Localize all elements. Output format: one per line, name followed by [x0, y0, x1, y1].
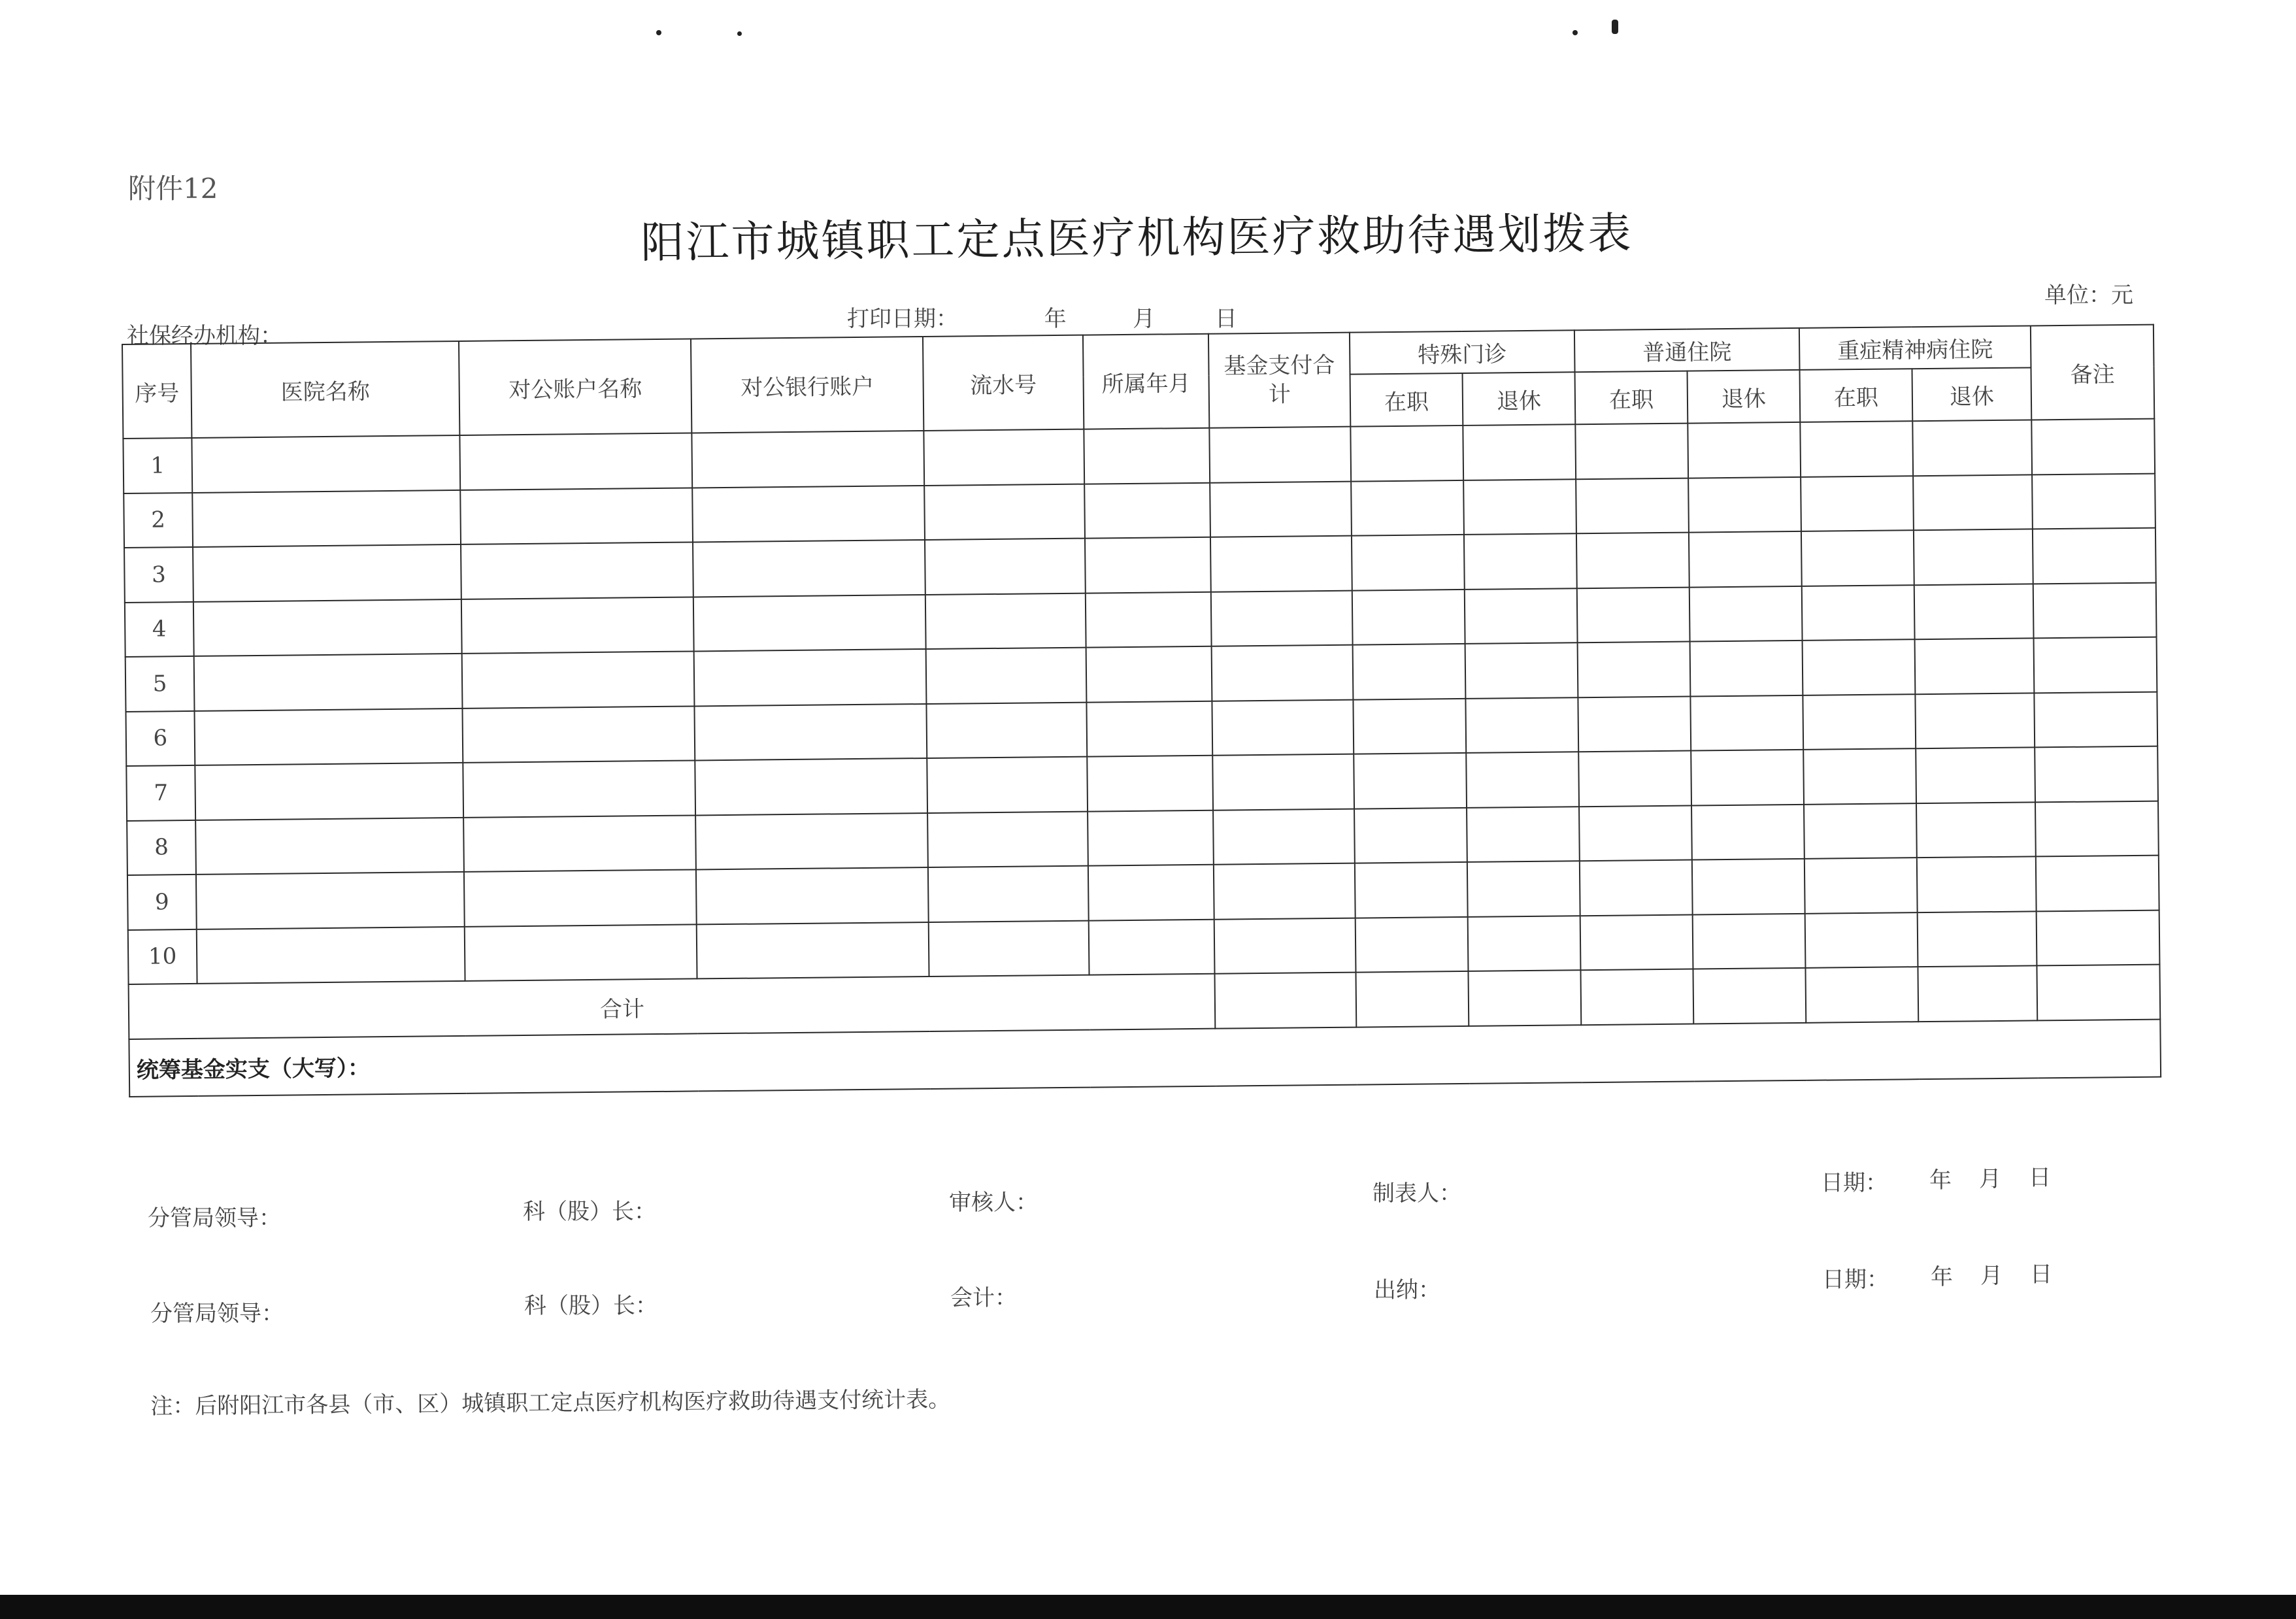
general-employed-cell[interactable]: [1580, 860, 1693, 916]
mental-retired-cell[interactable]: [1914, 529, 2033, 584]
hospital-name-cell[interactable]: [191, 435, 460, 493]
hospital-name-cell[interactable]: [195, 817, 464, 875]
general-retired-cell[interactable]: [1689, 586, 1803, 641]
special-employed-cell[interactable]: [1352, 589, 1465, 644]
total-general-retired-cell[interactable]: [1693, 968, 1806, 1024]
fund-total-cell[interactable]: [1212, 699, 1354, 756]
date-year-2: 年: [1931, 1264, 1953, 1290]
general-employed-cell[interactable]: [1578, 696, 1691, 752]
mental-retired-cell[interactable]: [1915, 693, 2035, 748]
total-special-retired-cell[interactable]: [1468, 970, 1581, 1026]
bank-account-cell[interactable]: [693, 540, 925, 597]
remarks-cell[interactable]: [2032, 473, 2155, 529]
row-number: 8: [127, 820, 196, 875]
section-chief-label-2: 科（股）长：: [524, 1293, 657, 1319]
bank-account-cell[interactable]: [695, 812, 928, 869]
scan-speck: [656, 30, 661, 35]
header-general-employed: 在职: [1575, 371, 1688, 425]
remarks-cell[interactable]: [2037, 910, 2160, 965]
bank-account-cell[interactable]: [697, 922, 929, 978]
special-employed-cell[interactable]: [1350, 426, 1463, 481]
account-name-cell[interactable]: [461, 542, 693, 599]
period-cell[interactable]: [1088, 865, 1214, 920]
general-employed-cell[interactable]: [1578, 751, 1691, 807]
special-retired-cell[interactable]: [1465, 697, 1578, 753]
print-date-day: 日: [1214, 306, 1237, 332]
period-cell[interactable]: [1085, 537, 1211, 593]
header-mental-employed: 在职: [1800, 369, 1913, 422]
mental-retired-cell[interactable]: [1913, 475, 2033, 530]
general-employed-cell[interactable]: [1580, 914, 1693, 970]
print-date-label: 打印日期：: [847, 306, 958, 332]
mental-retired-cell[interactable]: [1914, 584, 2034, 639]
agency-label: 社保经办机构：: [127, 323, 282, 349]
remarks-cell[interactable]: [2033, 582, 2157, 638]
date-day-1: 日: [2029, 1165, 2051, 1191]
special-retired-cell[interactable]: [1467, 807, 1580, 862]
bank-account-cell[interactable]: [694, 703, 927, 760]
remarks-cell[interactable]: [2034, 692, 2157, 747]
general-employed-cell[interactable]: [1577, 587, 1690, 643]
date-month-1: 月: [1979, 1166, 2001, 1192]
special-retired-cell[interactable]: [1465, 643, 1578, 698]
fund-total-cell[interactable]: [1214, 863, 1356, 920]
fund-total-cell[interactable]: [1212, 754, 1354, 810]
fund-total-cell[interactable]: [1212, 645, 1354, 701]
header-mental-inpatient: 重症精神病住院: [1799, 325, 2031, 369]
remarks-cell[interactable]: [2033, 528, 2156, 584]
general-employed-cell[interactable]: [1578, 642, 1691, 697]
hospital-name-cell[interactable]: [196, 872, 465, 929]
header-hospital-name: 医院名称: [191, 341, 459, 438]
scan-speck: [737, 31, 742, 36]
general-retired-cell[interactable]: [1688, 476, 1801, 532]
reviewer-label: 审核人：: [949, 1190, 1038, 1216]
account-name-cell[interactable]: [464, 869, 697, 926]
unit-label: 单位：元: [2044, 282, 2133, 309]
general-employed-cell[interactable]: [1575, 424, 1688, 479]
account-name-cell[interactable]: [462, 706, 695, 763]
leader-label-1: 分管局领导：: [148, 1205, 281, 1231]
accountant-label: 会计：: [950, 1285, 1017, 1311]
header-period: 所属年月: [1083, 334, 1209, 429]
bank-account-cell[interactable]: [694, 649, 927, 706]
header-account-name: 对公账户名称: [459, 339, 691, 435]
general-retired-cell[interactable]: [1691, 804, 1805, 860]
mental-employed-cell[interactable]: [1802, 585, 1915, 641]
period-cell[interactable]: [1084, 428, 1210, 484]
general-retired-cell[interactable]: [1690, 695, 1803, 750]
serial-number-cell[interactable]: [929, 920, 1090, 976]
header-general-inpatient: 普通住院: [1574, 328, 1800, 372]
special-employed-cell[interactable]: [1356, 916, 1469, 972]
special-employed-cell[interactable]: [1354, 807, 1467, 863]
row-number: 1: [123, 438, 192, 493]
mental-employed-cell[interactable]: [1803, 694, 1916, 750]
row-number: 5: [125, 656, 195, 712]
hospital-name-cell[interactable]: [193, 599, 462, 656]
special-employed-cell[interactable]: [1353, 644, 1466, 699]
row-number: 4: [125, 601, 194, 657]
fund-total-cell[interactable]: [1210, 536, 1352, 592]
fund-total-cell[interactable]: [1210, 481, 1352, 537]
total-label-cell: [129, 974, 1216, 1039]
hospital-name-cell[interactable]: [192, 490, 461, 547]
special-retired-cell[interactable]: [1464, 533, 1577, 589]
serial-number-cell[interactable]: [925, 593, 1086, 649]
account-name-cell[interactable]: [461, 597, 694, 654]
mental-employed-cell[interactable]: [1803, 639, 1916, 695]
leader-label-2: 分管局领导：: [150, 1301, 284, 1327]
fund-total-cell[interactable]: [1213, 809, 1355, 865]
print-date-month: 月: [1133, 306, 1156, 332]
bank-account-cell[interactable]: [695, 758, 927, 815]
serial-number-cell[interactable]: [926, 648, 1087, 704]
mental-employed-cell[interactable]: [1805, 912, 1918, 968]
section-chief-label-1: 科（股）长：: [523, 1199, 656, 1225]
general-retired-cell[interactable]: [1691, 750, 1804, 805]
header-fund-total: 基金支付合计: [1208, 333, 1350, 428]
total-special-employed-cell[interactable]: [1356, 971, 1469, 1027]
general-retired-cell[interactable]: [1688, 422, 1801, 478]
total-remarks-cell[interactable]: [2037, 965, 2160, 1021]
mental-retired-cell[interactable]: [1915, 638, 2035, 693]
preparer-label: 制表人：: [1373, 1180, 1461, 1207]
mental-retired-cell[interactable]: [1917, 856, 2037, 912]
date-label-1: 日期：: [1821, 1170, 1888, 1196]
account-name-cell[interactable]: [463, 760, 695, 817]
bank-account-cell[interactable]: [693, 594, 926, 651]
hospital-name-cell[interactable]: [195, 763, 463, 820]
remarks-cell[interactable]: [2036, 856, 2159, 911]
mental-retired-cell[interactable]: [1912, 420, 2032, 475]
special-retired-cell[interactable]: [1463, 479, 1576, 535]
row-number: 7: [126, 765, 195, 821]
general-retired-cell[interactable]: [1690, 641, 1803, 696]
remarks-cell[interactable]: [2034, 637, 2157, 693]
special-retired-cell[interactable]: [1468, 916, 1581, 971]
general-retired-cell[interactable]: [1689, 531, 1802, 587]
total-general-employed-cell[interactable]: [1580, 969, 1693, 1026]
row-number: 3: [124, 547, 193, 603]
bank-account-cell[interactable]: [691, 431, 924, 488]
total-label: 合计: [599, 995, 645, 1023]
mental-employed-cell[interactable]: [1804, 803, 1917, 859]
special-employed-cell[interactable]: [1351, 480, 1464, 535]
date-day-2: 日: [2030, 1261, 2052, 1288]
period-cell[interactable]: [1086, 646, 1212, 702]
mental-employed-cell[interactable]: [1805, 858, 1918, 913]
date-year-1: 年: [1929, 1167, 1952, 1193]
mental-retired-cell[interactable]: [1918, 911, 2037, 967]
period-cell[interactable]: [1086, 701, 1212, 756]
serial-number-cell[interactable]: [923, 429, 1084, 486]
bank-account-cell[interactable]: [692, 486, 925, 542]
daxie-label: 统筹基金实支（大写）：: [136, 1054, 371, 1084]
special-employed-cell[interactable]: [1354, 753, 1467, 809]
special-retired-cell[interactable]: [1466, 752, 1579, 807]
mental-employed-cell[interactable]: [1803, 748, 1916, 804]
period-cell[interactable]: [1084, 482, 1210, 538]
mental-retired-cell[interactable]: [1916, 802, 2036, 858]
scan-edge-band: [0, 1595, 2296, 1619]
remarks-cell[interactable]: [2031, 419, 2155, 475]
remarks-cell[interactable]: [2035, 746, 2158, 802]
total-mental-employed-cell[interactable]: [1805, 967, 1918, 1023]
allocation-table: [122, 324, 2161, 1097]
header-mental-retired: 退休: [1912, 367, 2032, 421]
account-name-cell[interactable]: [459, 433, 692, 490]
header-special-retired: 退休: [1463, 372, 1576, 426]
general-employed-cell[interactable]: [1576, 478, 1689, 533]
fund-total-cell[interactable]: [1211, 590, 1353, 646]
hospital-name-cell[interactable]: [194, 654, 463, 711]
mental-employed-cell[interactable]: [1800, 421, 1913, 476]
general-retired-cell[interactable]: [1692, 859, 1805, 914]
general-employed-cell[interactable]: [1576, 533, 1689, 588]
mental-retired-cell[interactable]: [1916, 747, 2035, 803]
date-month-2: 月: [1980, 1263, 2003, 1289]
attachment-label: 附件12: [128, 173, 218, 205]
general-employed-cell[interactable]: [1579, 805, 1692, 861]
mental-employed-cell[interactable]: [1801, 530, 1914, 586]
period-cell[interactable]: [1086, 592, 1212, 647]
total-mental-retired-cell[interactable]: [1918, 965, 2037, 1022]
footnote: 注：后附阳江市各县（市、区）城镇职工定点医疗机构医疗救助待遇支付统计表。: [150, 1386, 951, 1420]
fund-total-cell[interactable]: [1209, 427, 1351, 483]
hospital-name-cell[interactable]: [193, 544, 461, 602]
special-retired-cell[interactable]: [1465, 588, 1578, 644]
account-name-cell[interactable]: [460, 488, 693, 544]
print-date: [847, 301, 1237, 333]
hospital-name-cell[interactable]: [194, 708, 463, 765]
row-number: 9: [127, 875, 197, 930]
header-special-outpatient: 特殊门诊: [1350, 330, 1575, 374]
header-seq: 序号: [122, 344, 191, 439]
hospital-name-cell[interactable]: [197, 926, 465, 984]
special-retired-cell[interactable]: [1467, 861, 1580, 916]
serial-number-cell[interactable]: [926, 702, 1087, 758]
page-title: 阳江市城镇职工定点医疗机构医疗救助待遇划拨表: [641, 208, 1633, 268]
mental-employed-cell[interactable]: [1801, 476, 1914, 531]
row-number: 2: [124, 492, 193, 548]
allocation-form: [122, 324, 2160, 1097]
row-number: 10: [128, 929, 197, 984]
cashier-label: 出纳：: [1374, 1277, 1440, 1303]
scan-speck: [1572, 30, 1578, 35]
fund-total-cell[interactable]: [1214, 918, 1356, 974]
special-employed-cell[interactable]: [1352, 535, 1465, 590]
total-fund-cell[interactable]: [1214, 973, 1356, 1029]
print-date-year: 年: [1044, 306, 1067, 332]
account-name-cell[interactable]: [465, 924, 697, 981]
row-number: 6: [125, 710, 195, 766]
account-name-cell[interactable]: [462, 651, 695, 708]
scan-speck: [1612, 20, 1618, 34]
general-retired-cell[interactable]: [1693, 913, 1806, 969]
period-cell[interactable]: [1088, 810, 1214, 865]
remarks-cell[interactable]: [2035, 801, 2159, 856]
serial-number-cell[interactable]: [924, 484, 1085, 540]
period-cell[interactable]: [1089, 919, 1215, 975]
account-name-cell[interactable]: [463, 815, 696, 872]
special-employed-cell[interactable]: [1353, 698, 1466, 754]
special-retired-cell[interactable]: [1463, 424, 1576, 480]
header-general-retired: 退休: [1688, 370, 1801, 424]
header-serial-number: 流水号: [923, 335, 1084, 431]
serial-number-cell[interactable]: [925, 539, 1086, 595]
special-employed-cell[interactable]: [1355, 862, 1468, 918]
header-special-employed: 在职: [1350, 373, 1463, 427]
serial-number-cell[interactable]: [927, 811, 1088, 867]
serial-number-cell[interactable]: [927, 757, 1088, 813]
header-remarks: 备注: [2031, 325, 2154, 420]
date-label-2: 日期：: [1822, 1267, 1889, 1293]
serial-number-cell[interactable]: [928, 866, 1089, 922]
bank-account-cell[interactable]: [696, 867, 929, 924]
period-cell[interactable]: [1087, 756, 1213, 811]
header-bank-account: 对公银行账户: [691, 337, 923, 433]
